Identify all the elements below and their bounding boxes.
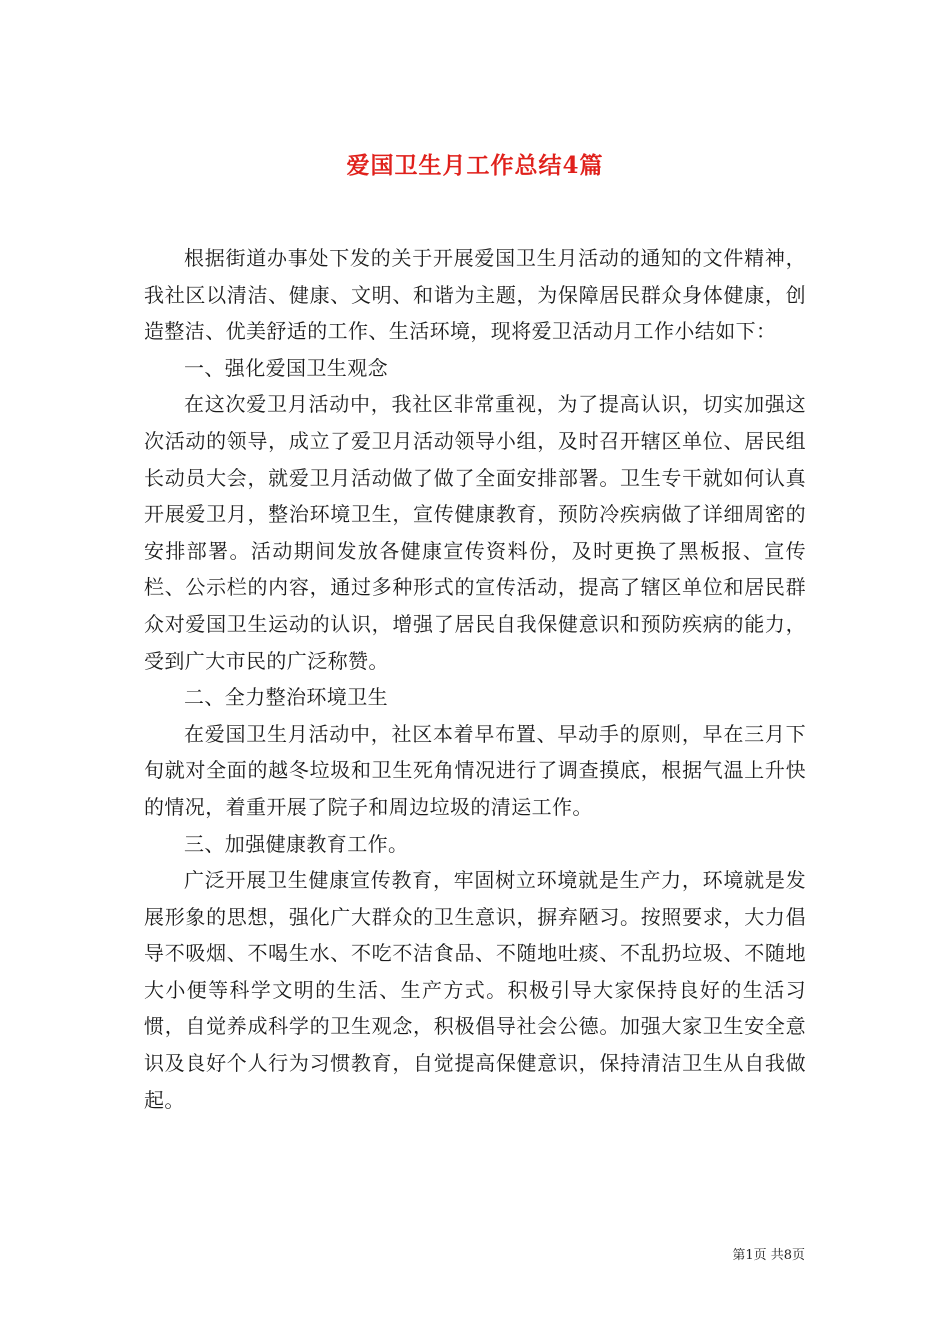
- section-heading-3: 三、加强健康教育工作。: [184, 831, 409, 856]
- document-body: [144, 240, 806, 1118]
- section-body-1: 在这次爱卫月活动中，我社区非常重视，为了提高认识，切实加强这次活动的领导，成立了爱卫月活动领导小组，及时召开辖区单位、居民组长动员大会，就爱卫月活动做了做了全面安排部署。卫生专干就如何认真开展爱卫月，整治环境卫生，宣传健康教育，预防冷疾病做了详细周密的安排部署。活动期间发放各健康宣传资料份，及时更换了黑板报、宣传栏、公示栏的内容，通过多种形式的宣传活动，提高了辖区单位和居民群众对爱国卫生运动的认识，增强了居民自我保健意识和预防疾病的能力，受到广大市民的广泛称赞。: [144, 392, 806, 673]
- section-heading-1: 一、强化爱国卫生观念: [184, 355, 388, 380]
- section-heading-2: 二、全力整治环境卫生: [184, 685, 388, 710]
- intro-paragraph: 根据街道办事处下发的关于开展爱国卫生月活动的通知的文件精神，我社区以清洁、健康、文明、和谐为主题，为保障居民群众身体健康，创造整洁、优美舒适的工作、生活环境，现将爱卫活动月工作小结如下：: [144, 246, 806, 344]
- page-number-footer: 第1页 共8页: [732, 1248, 805, 1263]
- section-body-2: 在爱国卫生月活动中，社区本着早布置、早动手的原则，早在三月下旬就对全面的越冬垃圾和卫生死角情况进行了调查摸底，根据气温上升快的情况，着重开展了院子和周边垃圾的清运工作。: [144, 721, 806, 819]
- document-title: 爱国卫生月工作总结4篇: [346, 152, 604, 180]
- section-body-3: 广泛开展卫生健康宣传教育，牢固树立环境就是生产力，环境就是发展形象的思想，强化广大群众的卫生意识，摒弃陋习。按照要求，大力倡导不吸烟、不喝生水、不吃不洁食品、不随地吐痰、不乱扔垃圾、不随地大小便等科学文明的生活、生产方式。积极引导大家保持良好的生活习惯，自觉养成科学的卫生观念，积极倡导社会公德。加强大家卫生安全意识及良好个人行为习惯教育，自觉提高保健意识，保持清洁卫生从自我做起。: [144, 868, 806, 1112]
